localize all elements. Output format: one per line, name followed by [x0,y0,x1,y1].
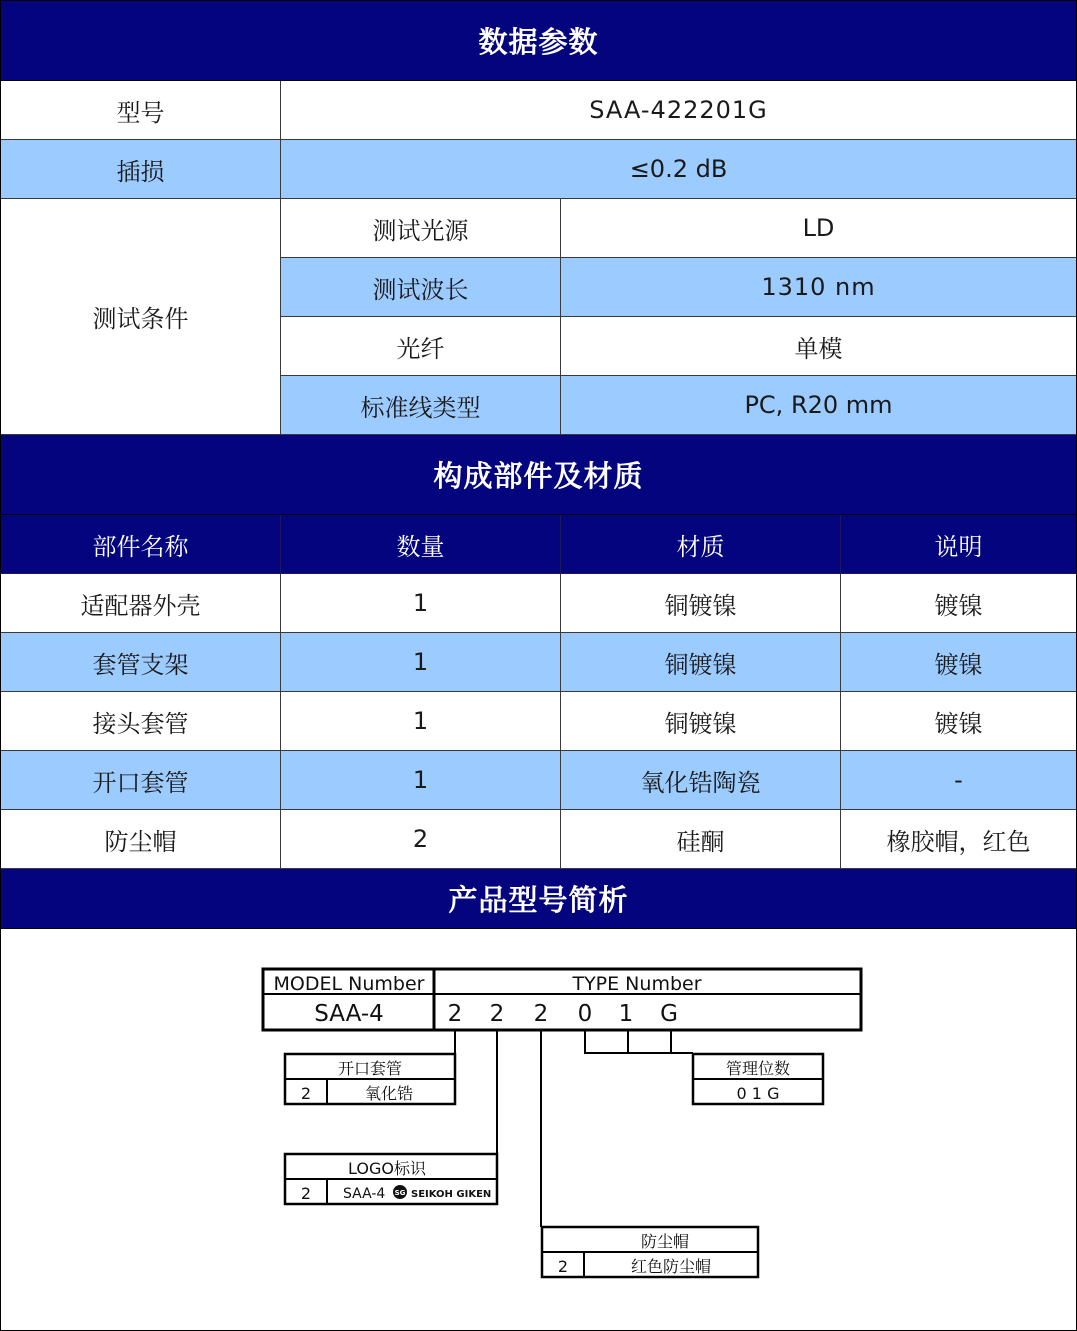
condition-value: 1310 nm [561,258,1076,317]
table-cell: 开口套管 [1,751,281,810]
type-digit: 2 [533,1001,549,1027]
sleeve-title: 开口套管 [337,1059,403,1078]
type-digit: 2 [447,1001,463,1027]
table-cell: - [841,751,1076,810]
table-cell: 铜镀镍 [561,574,841,633]
table-cell: 1 [281,751,561,810]
logo-brand: SEIKOH GIKEN [411,1189,492,1200]
section-title-model-analysis: 产品型号简析 [1,869,1076,929]
table-cell: 1 [281,633,561,692]
table-cell: 2 [281,810,561,869]
table-cell: 硅酮 [561,810,841,869]
model-label: 型号 [1,81,281,140]
column-header-quantity: 数量 [281,515,561,574]
model-number-diagram [1,929,1076,1329]
table-cell: 镀镍 [841,574,1076,633]
mgmt-value: 0 1 G [736,1084,780,1103]
table-cell: 铜镀镍 [561,633,841,692]
type-digit: G [660,1001,678,1027]
table-cell: 铜镀镍 [561,692,841,751]
test-conditions-label: 测试条件 [1,199,281,435]
sleeve-code: 2 [300,1084,312,1103]
logo-code: 2 [300,1184,312,1203]
sleeve-value: 氧化锆 [364,1084,414,1103]
cap-code: 2 [557,1257,569,1276]
type-digit: 1 [618,1001,634,1027]
condition-value: 单模 [561,317,1076,376]
condition-value: LD [561,199,1076,258]
column-header-note: 说明 [841,515,1076,574]
condition-label: 测试光源 [281,199,561,258]
model-value: SAA-4 [314,1001,384,1027]
column-header-part-name: 部件名称 [1,515,281,574]
table-cell: 氧化锆陶瓷 [561,751,841,810]
table-cell: 防尘帽 [1,810,281,869]
logo-text: SAA-4 [343,1186,386,1202]
cap-value: 红色防尘帽 [630,1257,712,1276]
insertion-loss-label: 插损 [1,140,281,199]
mgmt-title: 管理位数 [725,1059,791,1078]
column-header-material: 材质 [561,515,841,574]
insertion-loss-value: ≤0.2 dB [281,140,1076,199]
condition-value: PC, R20 mm [561,376,1076,435]
table-cell: 接头套管 [1,692,281,751]
section-title-components: 构成部件及材质 [1,435,1076,515]
table-cell: 镀镍 [841,633,1076,692]
table-cell: 橡胶帽，红色 [841,810,1076,869]
table-cell: 1 [281,692,561,751]
type-number-label: TYPE Number [572,973,702,995]
table-cell: 镀镍 [841,692,1076,751]
table-cell: 适配器外壳 [1,574,281,633]
cap-title: 防尘帽 [640,1232,690,1251]
table-cell: 套管支架 [1,633,281,692]
type-digit: 0 [577,1001,593,1027]
model-number-label: MODEL Number [273,973,425,995]
model-value: SAA-422201G [281,81,1076,140]
logo-title: LOGO标识 [348,1159,426,1178]
section-title-data-params: 数据参数 [1,1,1076,81]
logo-mark: SG [394,1189,406,1197]
table-cell: 1 [281,574,561,633]
condition-label: 光纤 [281,317,561,376]
type-digit: 2 [489,1001,505,1027]
condition-label: 测试波长 [281,258,561,317]
condition-label: 标准线类型 [281,376,561,435]
